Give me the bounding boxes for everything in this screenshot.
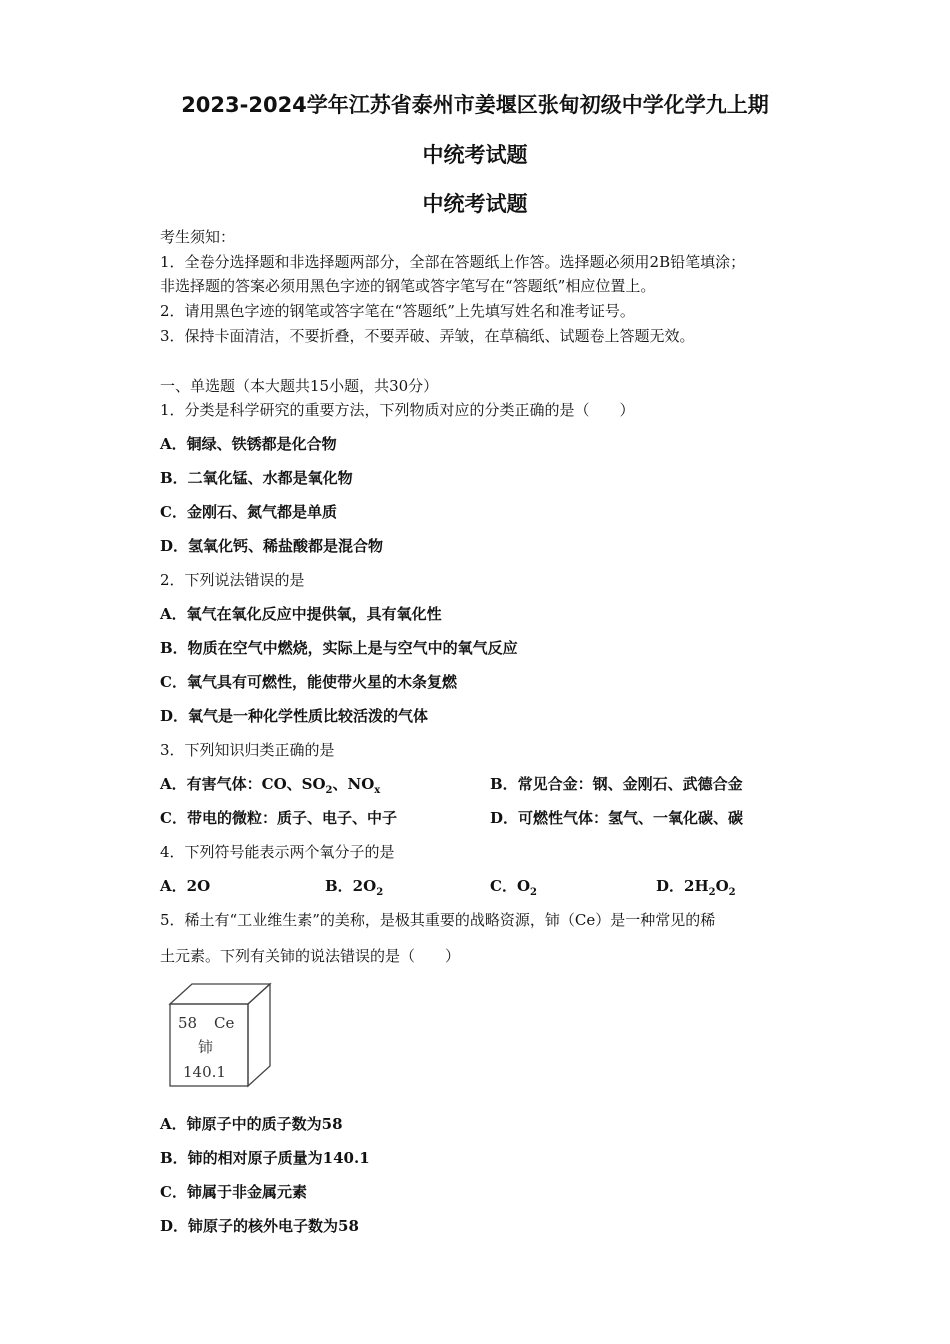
cell-top-face: [170, 984, 270, 1004]
notice-line-4: 3．保持卡面清洁，不要折叠，不要弄破、弄皱，在草稿纸、试题卷上答题无效。: [160, 327, 695, 345]
option-d: D．$2H_2O_2$: [656, 877, 736, 898]
exam-title-line3: 中统考试题: [422, 192, 528, 216]
option-c: C．$O_2$: [490, 877, 537, 898]
question-stem: 3．下列知识归类正确的是: [160, 741, 335, 759]
option-c: C．铈属于非金属元素: [160, 1183, 307, 1201]
option-d: D．可燃性气体：氢气、一氧化碳、碳: [490, 809, 744, 827]
question-stem: 4．下列符号能表示两个氧分子的是: [160, 843, 395, 861]
element-cell-figure: [168, 982, 272, 1090]
option-d: D．铈原子的核外电子数为58: [160, 1217, 359, 1235]
exam-title-line1: 2023-2024学年江苏省泰州市姜堰区张甸初级中学化学九上期: [181, 93, 769, 117]
notice-line-3: 2．请用黑色字迹的钢笔或答字笔在“答题纸”上先填写姓名和准考证号。: [160, 302, 635, 320]
notice-heading: 考生须知：: [160, 228, 236, 246]
option-d: D．氢氧化钙、稀盐酸都是混合物: [160, 537, 384, 555]
option-b: B．铈的相对原子质量为140.1: [160, 1149, 370, 1167]
option-b: B．二氧化锰、水都是氧化物: [160, 469, 353, 487]
option-a: A．2O: [160, 877, 211, 895]
question-stem: 1．分类是科学研究的重要方法，下列物质对应的分类正确的是（ ）: [160, 401, 635, 419]
option-a: A．铜绿、铁锈都是化合物: [160, 435, 337, 453]
atomic-mass: 140.1: [183, 1063, 226, 1081]
option-a: A．铈原子中的质子数为58: [160, 1115, 343, 1133]
atomic-number: 58: [178, 1014, 198, 1032]
exam-title-line2: 中统考试题: [422, 143, 528, 167]
notice-line-2: 非选择题的答案必须用黑色字迹的钢笔或答字笔写在“答题纸”相应位置上。: [160, 277, 656, 295]
element-name: 铈: [198, 1038, 214, 1056]
question-stem-line1: 5．稀土有“工业维生素”的美称，是极其重要的战略资源，铈（Ce）是一种常见的稀: [160, 911, 716, 929]
option-b: B．常见合金：钢、金刚石、武德合金: [490, 775, 743, 793]
section-heading: 一、单选题（本大题共15小题，共30分）: [160, 377, 439, 395]
option-b: B．物质在空气中燃烧，实际上是与空气中的氧气反应: [160, 639, 518, 657]
element-symbol: Ce: [214, 1014, 235, 1032]
option-c: C．带电的微粒：质子、电子、中子: [160, 809, 397, 827]
option-c: C．氧气具有可燃性，能使带火星的木条复燃: [160, 673, 457, 691]
question-stem: 2．下列说法错误的是: [160, 571, 305, 589]
cell-side-face: [248, 984, 270, 1086]
notice-line-1: 1．全卷分选择题和非选择题两部分，全部在答题纸上作答。选择题必须用2B铅笔填涂；: [160, 253, 746, 271]
option-a: A．氧气在氧化反应中提供氧，具有氧化性: [160, 605, 442, 623]
option-b: B．$2O_2$: [325, 877, 384, 898]
question-stem-line2: 土元素。下列有关铈的说法错误的是（ ）: [160, 947, 461, 965]
option-a: A．有害气体：CO、$SO_2$、$NO_x$: [160, 775, 381, 796]
option-d: D．氧气是一种化学性质比较活泼的气体: [160, 707, 429, 725]
option-c: C．金刚石、氮气都是单质: [160, 503, 337, 521]
